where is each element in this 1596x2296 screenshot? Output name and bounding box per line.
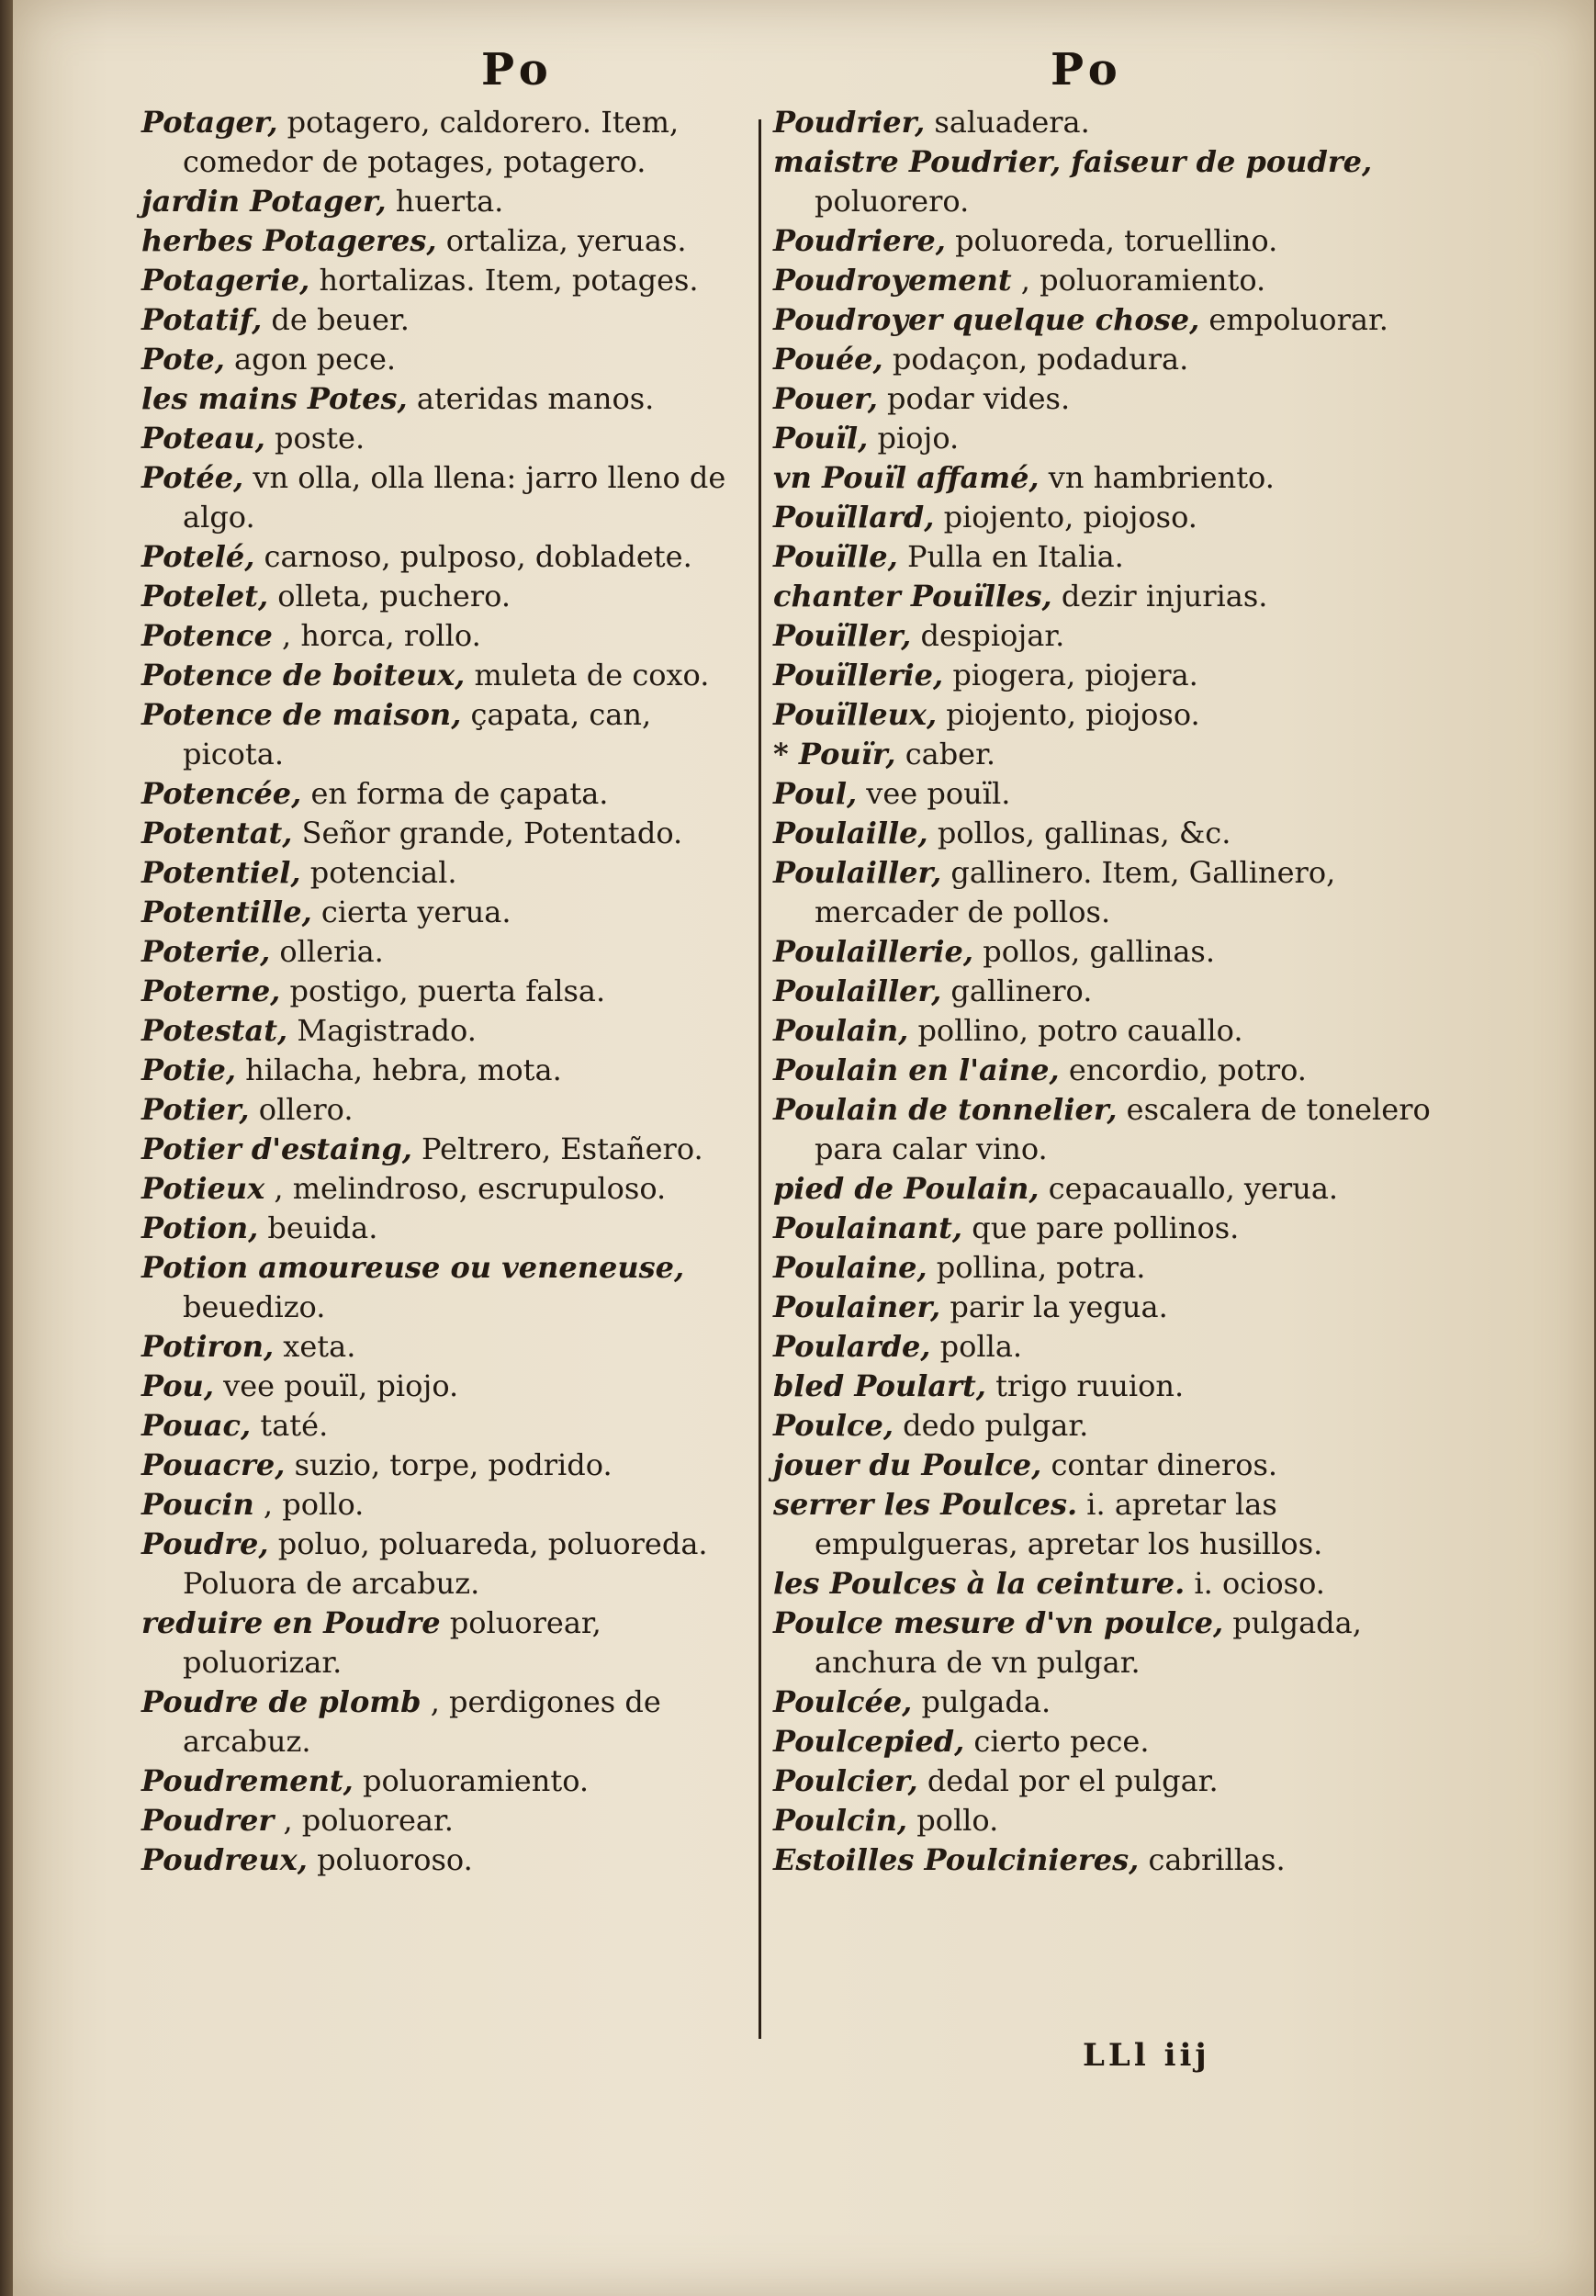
entry-translation: ollero. xyxy=(258,1092,354,1127)
dictionary-entry xyxy=(141,1683,752,1761)
entry-headword: Potager, xyxy=(141,105,278,140)
entry-translation: olleria. xyxy=(279,934,384,969)
dictionary-entry xyxy=(141,1011,752,1051)
dictionary-entry xyxy=(141,1209,752,1248)
entry-headword: Poulailler, xyxy=(773,974,942,1008)
dictionary-entry xyxy=(773,458,1439,498)
entry-headword: Potence xyxy=(141,618,273,653)
entry-headword: Pote, xyxy=(141,342,225,377)
entry-headword: Poulcepied, xyxy=(773,1724,965,1759)
entry-headword: pied de Poulain, xyxy=(773,1171,1040,1206)
entry-translation: contar dineros. xyxy=(1051,1447,1278,1482)
entry-headword: Potiron, xyxy=(141,1329,275,1364)
entry-headword: Pouac, xyxy=(141,1408,252,1443)
dictionary-entry xyxy=(141,814,752,853)
entry-headword: Poulce, xyxy=(773,1408,894,1443)
dictionary-entry xyxy=(141,537,752,577)
dictionary-entry xyxy=(141,656,752,695)
entry-translation: que pare pollinos. xyxy=(972,1210,1240,1245)
dictionary-entry xyxy=(773,142,1439,221)
entry-headword: Potelé, xyxy=(141,539,255,574)
dictionary-entry xyxy=(141,1840,752,1880)
dictionary-entry xyxy=(773,1722,1439,1761)
entry-translation: , melindroso, escrupuloso. xyxy=(274,1171,667,1206)
entry-translation: beuedizo. xyxy=(183,1289,326,1324)
entry-translation: Señor grande, Potentado. xyxy=(301,816,683,850)
entry-translation: Peltrero, Estañero. xyxy=(421,1131,703,1166)
dictionary-entry xyxy=(773,1367,1439,1406)
entry-translation: gallinero. xyxy=(950,974,1093,1008)
entry-headword: jouer du Poulce, xyxy=(773,1447,1042,1482)
entry-headword: Poulainer, xyxy=(773,1289,941,1324)
signature-mark: LLl iij xyxy=(1083,2037,1210,2074)
dictionary-entry xyxy=(141,774,752,814)
entry-headword: Poudre de plomb xyxy=(141,1684,421,1719)
dictionary-entry xyxy=(141,1446,752,1485)
entry-headword: Poularde, xyxy=(773,1329,931,1364)
dictionary-entry xyxy=(773,1564,1439,1604)
entry-translation: poluoramiento. xyxy=(362,1763,590,1798)
entry-translation: beuida. xyxy=(267,1210,378,1245)
dictionary-entry xyxy=(141,300,752,340)
dictionary-entry xyxy=(141,577,752,616)
entry-headword: bled Poulart, xyxy=(773,1368,986,1403)
dictionary-entry xyxy=(141,1090,752,1130)
dictionary-entry xyxy=(141,853,752,893)
entry-translation: potagero, caldorero. Item, comedor de potages, potagero. xyxy=(183,105,680,179)
entry-translation: Pulla en Italia. xyxy=(906,539,1124,574)
dictionary-entry xyxy=(773,1051,1439,1090)
entry-headword: Poulcin, xyxy=(773,1803,908,1838)
dictionary-entry xyxy=(773,1011,1439,1051)
entry-translation: piojo. xyxy=(877,421,960,456)
entry-headword: Potentiel, xyxy=(141,855,301,890)
entry-translation: dedal por el pulgar. xyxy=(927,1763,1219,1798)
right-column xyxy=(773,103,1439,1880)
entry-translation: poste. xyxy=(275,421,365,456)
dictionary-entry xyxy=(141,932,752,972)
entry-headword: Poterne, xyxy=(141,974,281,1008)
entry-headword: Potelet, xyxy=(141,579,269,613)
entry-headword: Poulce mesure d'vn poulce, xyxy=(773,1605,1224,1640)
entry-translation: vee pouïl, piojo. xyxy=(223,1368,459,1403)
entry-headword: Poulainant, xyxy=(773,1210,963,1245)
column-rule xyxy=(759,119,761,2039)
entry-translation: cierto pece. xyxy=(973,1724,1150,1759)
dictionary-entry xyxy=(141,1604,752,1683)
entry-headword: Potagerie, xyxy=(141,263,310,298)
entry-headword: Poterie, xyxy=(141,934,271,969)
entry-headword: Poulain de tonnelier, xyxy=(773,1092,1118,1127)
entry-headword: Poul, xyxy=(773,776,858,811)
entry-headword: Poulcier, xyxy=(773,1763,918,1798)
entry-translation: pollino, potro cauallo. xyxy=(917,1013,1243,1048)
dictionary-entry xyxy=(773,1683,1439,1722)
dictionary-entry xyxy=(141,1485,752,1525)
entry-translation: olleta, puchero. xyxy=(277,579,511,613)
entry-headword: Potion, xyxy=(141,1210,259,1245)
entry-translation: piogera, piojera. xyxy=(952,658,1198,692)
entry-headword: serrer les Poulces. xyxy=(773,1487,1078,1522)
entry-translation: potencial. xyxy=(309,855,457,890)
dictionary-entry xyxy=(773,1327,1439,1367)
entry-translation: i. apretar las empulgueras, apretar los husillos. xyxy=(815,1487,1323,1561)
dictionary-entry xyxy=(773,300,1439,340)
entry-translation: en forma de çapata. xyxy=(310,776,609,811)
dictionary-entry xyxy=(141,1248,752,1327)
entry-translation: cierta yerua. xyxy=(320,895,511,929)
dictionary-entry xyxy=(141,340,752,379)
entry-headword: herbes Potageres, xyxy=(141,223,437,258)
entry-translation: cabrillas. xyxy=(1148,1842,1286,1877)
dictionary-entry xyxy=(773,261,1439,300)
entry-translation: vn hambriento. xyxy=(1048,460,1275,495)
entry-headword: Poulailler, xyxy=(773,855,942,890)
dictionary-entry xyxy=(141,1525,752,1604)
entry-translation: hortalizas. Item, potages. xyxy=(319,263,699,298)
entry-headword: chanter Pouïlles, xyxy=(773,579,1052,613)
entry-translation: pollo. xyxy=(916,1803,999,1838)
entry-translation: poluoreda, toruellino. xyxy=(955,223,1278,258)
entry-translation: çapata, can, picota. xyxy=(183,697,652,771)
entry-headword: Potier, xyxy=(141,1092,250,1127)
right-running-head: Po xyxy=(1051,44,1123,96)
entry-translation: , perdigones de arcabuz. xyxy=(183,1684,661,1759)
entry-translation: escalera de tonelero para calar vino. xyxy=(815,1092,1431,1166)
entry-headword: Poudrier, xyxy=(773,105,926,140)
entry-headword: Estoilles Poulcinieres, xyxy=(773,1842,1140,1877)
dictionary-entry xyxy=(773,221,1439,261)
dictionary-entry xyxy=(141,103,752,182)
entry-translation: , pollo. xyxy=(263,1487,365,1522)
entry-translation: Magistrado. xyxy=(297,1013,477,1048)
entry-translation: ateridas manos. xyxy=(416,381,655,416)
entry-headword: Poulaine, xyxy=(773,1250,927,1285)
entry-translation: pulgada. xyxy=(921,1684,1051,1719)
entry-translation: dedo pulgar. xyxy=(903,1408,1089,1443)
dictionary-entry xyxy=(773,1801,1439,1840)
entry-headword: Pouïllard, xyxy=(773,500,935,535)
dictionary-entry xyxy=(773,972,1439,1011)
entry-headword: Pouïlleux, xyxy=(773,697,938,732)
entry-translation: podaçon, podadura. xyxy=(892,342,1189,377)
entry-translation: , horca, rollo. xyxy=(281,618,481,653)
dictionary-entry xyxy=(773,853,1439,932)
entry-translation: gallinero. Item, Gallinero, mercader de pollos. xyxy=(815,855,1336,929)
entry-headword: Poudrement, xyxy=(141,1763,354,1798)
dictionary-entry xyxy=(773,498,1439,537)
entry-translation: de beuer. xyxy=(271,302,410,337)
entry-headword: Pouacre, xyxy=(141,1447,286,1482)
entry-translation: piojento, piojoso. xyxy=(946,697,1200,732)
entry-translation: poluorear, poluorizar. xyxy=(183,1605,601,1680)
left-running-head: Po xyxy=(481,44,554,96)
dictionary-entry xyxy=(773,1840,1439,1880)
entry-headword: Potieux xyxy=(141,1171,265,1206)
dictionary-entry xyxy=(141,1406,752,1446)
entry-translation: , poluorear. xyxy=(283,1803,454,1838)
entry-translation: hilacha, hebra, mota. xyxy=(245,1052,562,1087)
dictionary-entry xyxy=(141,893,752,932)
entry-translation: pollina, potra. xyxy=(936,1250,1146,1285)
entry-headword: Pouïller, xyxy=(773,618,912,653)
entry-translation: muleta de coxo. xyxy=(474,658,710,692)
book-spine-edge xyxy=(0,0,13,2296)
entry-headword: Pouer, xyxy=(773,381,878,416)
entry-headword: Poulaillerie, xyxy=(773,934,974,969)
entry-headword: Poulain, xyxy=(773,1013,909,1048)
entry-headword: Pouïl, xyxy=(773,421,869,456)
entry-headword: Poudroyement xyxy=(773,263,1012,298)
entry-translation: pollos, gallinas, &c. xyxy=(937,816,1231,850)
entry-headword: vn Pouïl affamé, xyxy=(773,460,1040,495)
entry-headword: Potatif, xyxy=(141,302,263,337)
dictionary-page xyxy=(13,0,1594,2296)
dictionary-entry xyxy=(141,1051,752,1090)
entry-headword: reduire en Poudre xyxy=(141,1605,441,1640)
dictionary-entry xyxy=(773,1248,1439,1288)
entry-headword: les Poulces à la ceinture. xyxy=(773,1566,1186,1601)
entry-headword: Poudreux, xyxy=(141,1842,308,1877)
entry-translation: , poluoramiento. xyxy=(1020,263,1266,298)
dictionary-entry xyxy=(773,1406,1439,1446)
entry-translation: huerta. xyxy=(395,184,504,219)
dictionary-entry xyxy=(773,616,1439,656)
entry-translation: poluorero. xyxy=(815,184,970,219)
entry-headword: Potée, xyxy=(141,460,244,495)
entry-headword: Poudroyer quelque chose, xyxy=(773,302,1200,337)
entry-headword: Poucin xyxy=(141,1487,254,1522)
entry-headword: Pouïllerie, xyxy=(773,658,944,692)
dictionary-entry xyxy=(141,419,752,458)
entry-translation: suzio, torpe, podrido. xyxy=(294,1447,613,1482)
entry-headword: * Pouïr, xyxy=(773,737,896,771)
entry-translation: saluadera. xyxy=(934,105,1090,140)
dictionary-entry xyxy=(773,1761,1439,1801)
entry-translation: vee pouïl. xyxy=(866,776,1011,811)
entry-translation: podar vides. xyxy=(887,381,1071,416)
entry-headword: Potier d'estaing, xyxy=(141,1131,412,1166)
dictionary-entry xyxy=(141,1169,752,1209)
dictionary-entry xyxy=(141,221,752,261)
dictionary-entry xyxy=(141,972,752,1011)
dictionary-entry xyxy=(141,261,752,300)
entry-headword: Pou, xyxy=(141,1368,214,1403)
dictionary-entry xyxy=(773,1446,1439,1485)
dictionary-entry xyxy=(773,1169,1439,1209)
entry-headword: Poudriere, xyxy=(773,223,946,258)
entry-translation: agon pece. xyxy=(234,342,397,377)
entry-translation: poluo, poluareda, poluoreda. Poluora de arcabuz. xyxy=(183,1526,708,1601)
entry-translation: piojento, piojoso. xyxy=(943,500,1197,535)
entry-headword: Potencée, xyxy=(141,776,302,811)
entry-translation: xeta. xyxy=(283,1329,356,1364)
entry-translation: ortaliza, yeruas. xyxy=(445,223,687,258)
left-column xyxy=(141,103,752,1880)
entry-headword: maistre Poudrier, faiseur de poudre, xyxy=(773,144,1373,179)
dictionary-entry xyxy=(773,695,1439,735)
dictionary-entry xyxy=(773,774,1439,814)
dictionary-entry xyxy=(773,1604,1439,1683)
entry-headword: Poulcée, xyxy=(773,1684,913,1719)
dictionary-entry xyxy=(773,419,1439,458)
entry-headword: Poulaille, xyxy=(773,816,928,850)
dictionary-entry xyxy=(141,1130,752,1169)
entry-headword: Potestat, xyxy=(141,1013,288,1048)
entry-headword: Potentat, xyxy=(141,816,293,850)
entry-headword: Potion amoureuse ou veneneuse, xyxy=(141,1250,685,1285)
entry-headword: les mains Potes, xyxy=(141,381,408,416)
entry-translation: dezir injurias. xyxy=(1061,579,1268,613)
entry-translation: despiojar. xyxy=(920,618,1065,653)
dictionary-entry xyxy=(773,103,1439,142)
entry-headword: Pouïlle, xyxy=(773,539,898,574)
dictionary-entry xyxy=(773,1090,1439,1169)
dictionary-entry xyxy=(773,1209,1439,1248)
entry-headword: jardin Potager, xyxy=(141,184,387,219)
entry-headword: Potence de maison, xyxy=(141,697,462,732)
dictionary-entry xyxy=(773,735,1439,774)
entry-translation: carnoso, pulposo, dobladete. xyxy=(264,539,692,574)
entry-translation: poluoroso. xyxy=(317,1842,473,1877)
entry-translation: encordio, potro. xyxy=(1068,1052,1307,1087)
dictionary-entry xyxy=(773,577,1439,616)
dictionary-entry xyxy=(773,379,1439,419)
entry-headword: Poudre, xyxy=(141,1526,269,1561)
dictionary-entry xyxy=(141,695,752,774)
entry-headword: Potentille, xyxy=(141,895,312,929)
dictionary-entry xyxy=(141,1327,752,1367)
entry-translation: taté. xyxy=(260,1408,329,1443)
dictionary-entry xyxy=(773,1288,1439,1327)
entry-headword: Potie, xyxy=(141,1052,236,1087)
dictionary-entry xyxy=(773,340,1439,379)
dictionary-entry xyxy=(141,1801,752,1840)
entry-translation: parir la yegua. xyxy=(950,1289,1168,1324)
dictionary-entry xyxy=(773,1485,1439,1564)
dictionary-entry xyxy=(773,932,1439,972)
entry-headword: Pouée, xyxy=(773,342,883,377)
entry-headword: Potence de boiteux, xyxy=(141,658,466,692)
entry-headword: Poulain en l'aine, xyxy=(773,1052,1060,1087)
entry-translation: caber. xyxy=(905,737,996,771)
entry-headword: Poudrer xyxy=(141,1803,275,1838)
dictionary-entry xyxy=(141,1367,752,1406)
entry-translation: i. ocioso. xyxy=(1194,1566,1325,1601)
dictionary-entry xyxy=(773,537,1439,577)
entry-translation: trigo ruuion. xyxy=(995,1368,1185,1403)
entry-headword: Poteau, xyxy=(141,421,265,456)
dictionary-entry xyxy=(141,182,752,221)
entry-translation: cepacauallo, yerua. xyxy=(1048,1171,1339,1206)
entry-translation: pulgada, anchura de vn pulgar. xyxy=(815,1605,1362,1680)
entry-translation: postigo, puerta falsa. xyxy=(289,974,606,1008)
entry-translation: pollos, gallinas. xyxy=(983,934,1216,969)
entry-translation: vn olla, olla llena: jarro lleno de algo. xyxy=(183,460,726,535)
dictionary-entry xyxy=(141,1761,752,1801)
entry-translation: polla. xyxy=(939,1329,1023,1364)
dictionary-entry xyxy=(773,656,1439,695)
dictionary-entry xyxy=(141,616,752,656)
entry-translation: empoluorar. xyxy=(1208,302,1388,337)
dictionary-entry xyxy=(773,814,1439,853)
dictionary-entry xyxy=(141,379,752,419)
dictionary-entry xyxy=(141,458,752,537)
